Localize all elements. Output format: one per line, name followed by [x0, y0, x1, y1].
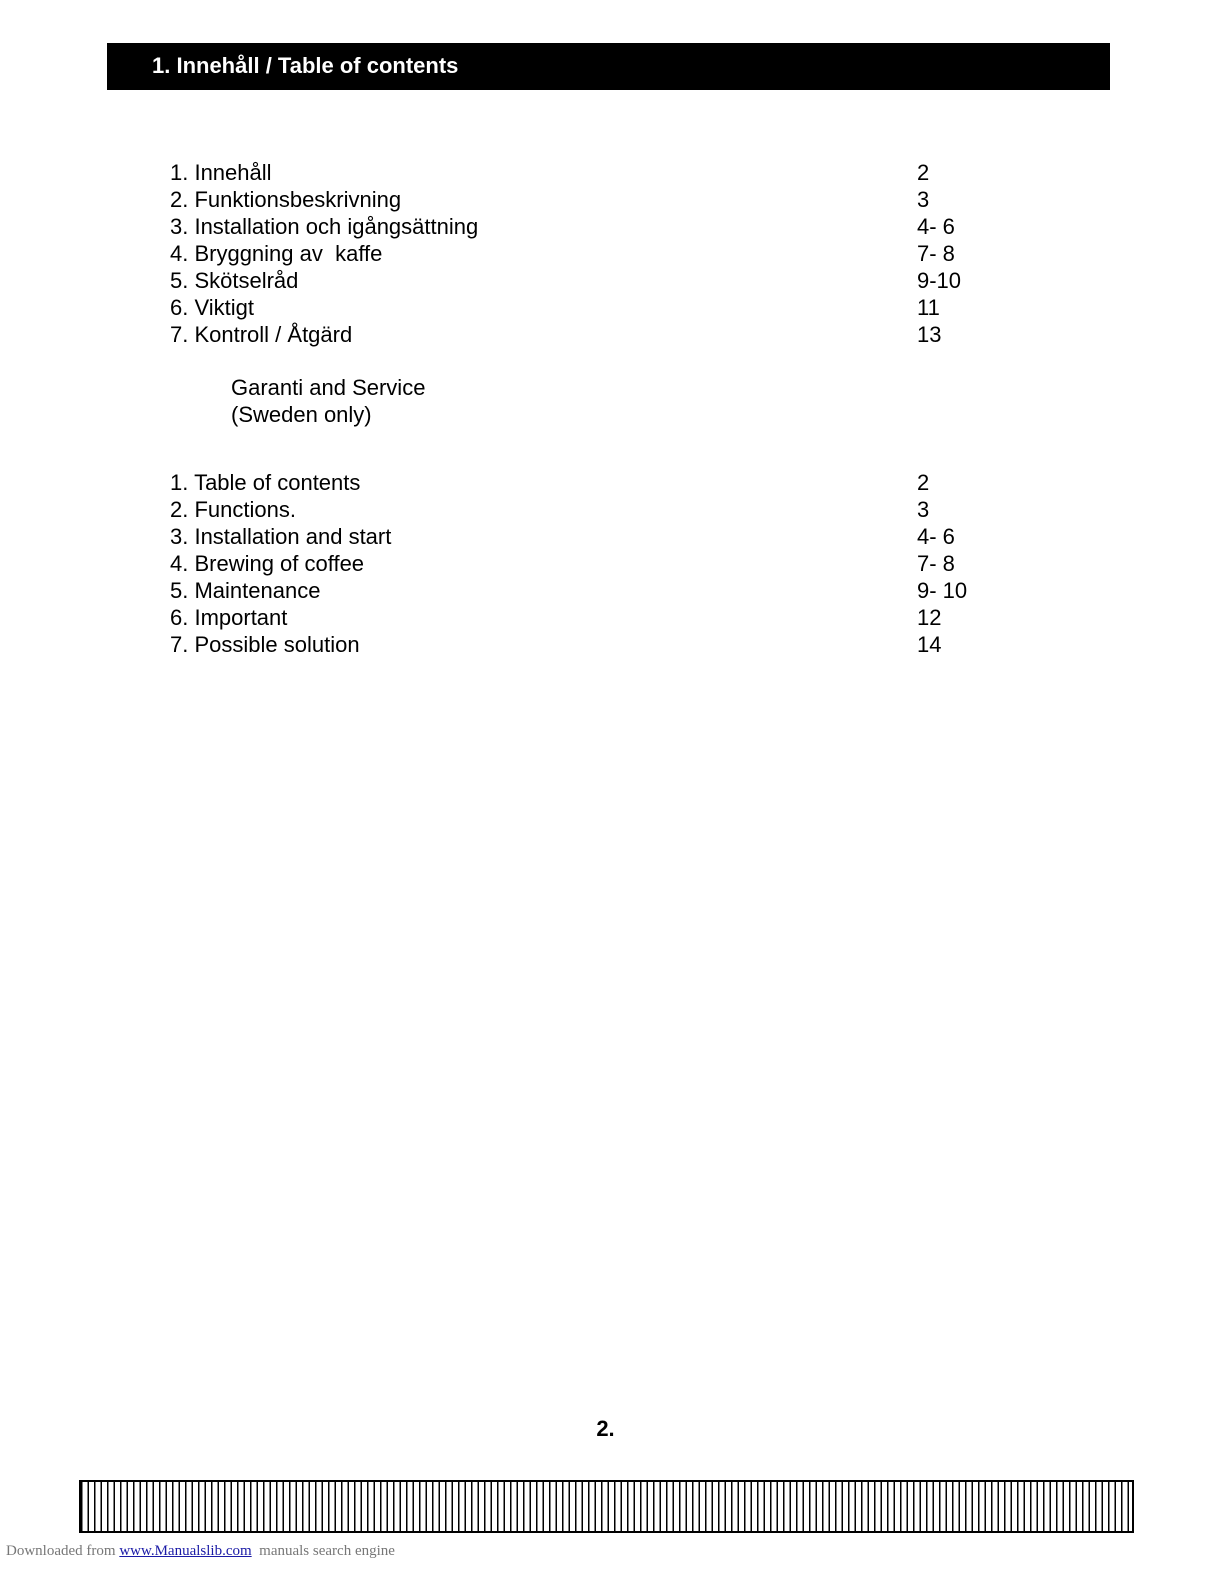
toc-label: 3. Installation och igångsättning [170, 214, 479, 239]
section-header [107, 43, 1110, 90]
toc-page: 13 [917, 322, 942, 347]
toc-label: 4. Bryggning av kaffe [170, 241, 383, 266]
footer-prefix: Downloaded from [6, 1543, 116, 1559]
toc-row [170, 159, 990, 186]
toc-row [170, 186, 990, 213]
toc-page: 9-10 [917, 268, 962, 293]
warranty-note [231, 374, 425, 428]
toc-label: 1. Table of contents [170, 470, 361, 495]
decorative-hatch-bar [79, 1480, 1134, 1533]
manualslib-link[interactable]: www.Manualslib.com [119, 1543, 252, 1559]
download-footer [6, 1543, 395, 1560]
toc-page: 11 [917, 295, 940, 320]
toc-label: 2. Funktionsbeskrivning [170, 187, 402, 212]
toc-row [170, 550, 990, 577]
toc-label: 6. Important [170, 605, 288, 630]
toc-row [170, 294, 990, 321]
toc-page: 3 [917, 497, 930, 522]
toc-row [170, 213, 990, 240]
toc-label: 4. Brewing of coffee [170, 551, 365, 576]
toc-row [170, 240, 990, 267]
toc-page: 3 [917, 187, 930, 212]
toc-label: 7. Possible solution [170, 632, 360, 657]
toc-page: 7- 8 [917, 241, 955, 266]
toc-english [170, 469, 990, 658]
toc-page: 9- 10 [917, 578, 968, 603]
toc-page: 2 [917, 470, 930, 495]
toc-row [170, 321, 990, 348]
toc-page: 4- 6 [917, 524, 955, 549]
page-number: 2. [596, 1416, 615, 1441]
toc-row [170, 469, 990, 496]
warranty-note-line1: Garanti and Service [231, 375, 426, 400]
toc-label: 1. Innehåll [170, 160, 272, 185]
toc-label: 3. Installation and start [170, 524, 392, 549]
toc-label: 2. Functions. [170, 497, 296, 522]
toc-page: 7- 8 [917, 551, 955, 576]
toc-row [170, 631, 990, 658]
toc-page: 14 [917, 632, 942, 657]
toc-row [170, 267, 990, 294]
toc-page: 4- 6 [917, 214, 955, 239]
toc-label: 6. Viktigt [170, 295, 254, 320]
toc-page: 12 [917, 605, 942, 630]
toc-row [170, 523, 990, 550]
toc-label: 5. Maintenance [170, 578, 321, 603]
toc-row [170, 604, 990, 631]
footer-suffix: manuals search engine [259, 1543, 395, 1559]
warranty-note-line2: (Sweden only) [231, 402, 372, 427]
toc-row [170, 496, 990, 523]
toc-label: 7. Kontroll / Åtgärd [170, 322, 353, 347]
section-title: 1. Innehåll / Table of contents [152, 53, 459, 78]
toc-page: 2 [917, 160, 930, 185]
toc-row [170, 577, 990, 604]
toc-swedish [170, 159, 990, 348]
toc-label: 5. Skötselråd [170, 268, 299, 293]
